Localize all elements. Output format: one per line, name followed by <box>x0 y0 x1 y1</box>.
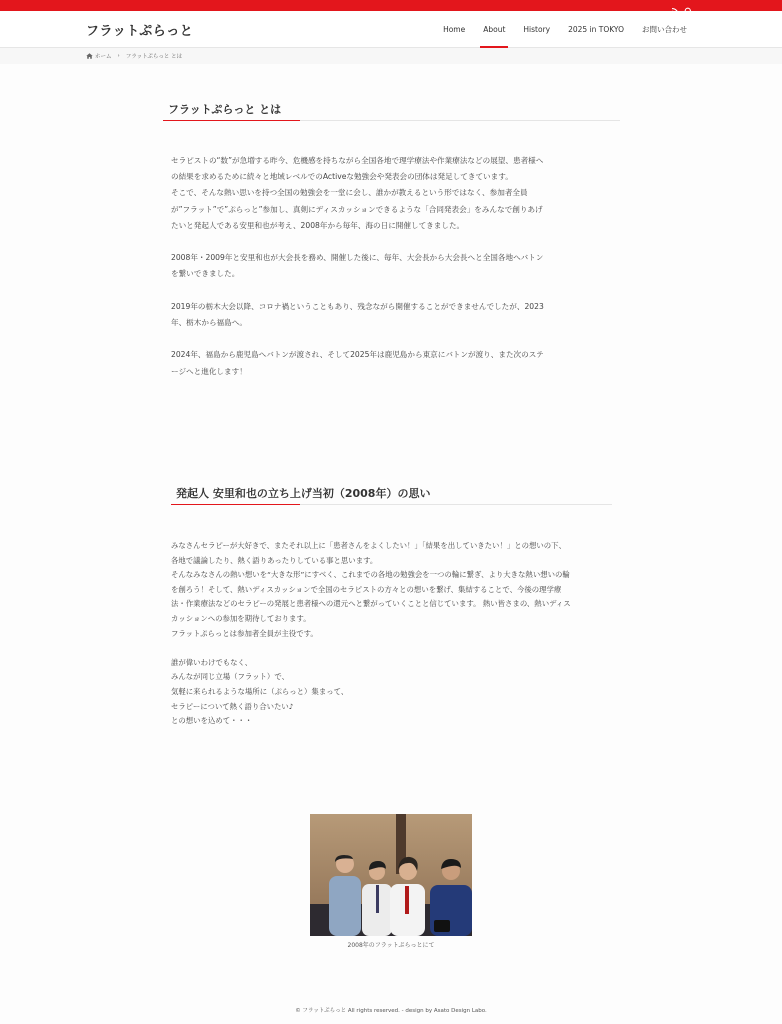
photo-caption: 2008年のフラットぷらっとにて <box>347 942 435 949</box>
section1-line: セラピストの“数”が急増する昨今、危機感を持ちながら全国各地で理学療法や作業療法などの展望、患者様へ <box>171 156 544 165</box>
section1-line: 2019年の栃木大会以降、コロナ禍ということもあり、残念ながら開催することができませんでしたが、2023 <box>171 301 544 311</box>
footer-copyright: © フラットぷらっと All rights reserved. - design by Asato Design Labo. <box>295 1008 487 1014</box>
section1-line: そこで、そんな熱い思いを持つ全国の勉強会を一堂に会し、誰かが教えるという形ではなく、参加者全員 <box>171 188 528 198</box>
nav-2025-tokyo[interactable]: 2025 in TOKYO <box>568 25 624 34</box>
section2-line: そんなみなさんの熱い想いを“大きな形”にすべく、これまでの各地の勉強会を一つの輪に繋ぎ、より大きな熱い想いの輪 <box>171 570 570 580</box>
section2-line: セラピーについて熱く語り合いたい♪ <box>171 701 294 711</box>
section2-title: 発起人 安里和也の立ち上げ当初（2008年）の思い <box>176 487 431 500</box>
nav-contact[interactable]: お問い合わせ <box>642 25 687 34</box>
section2-line: 誰が偉いわけでもなく、 <box>171 657 253 667</box>
section1-line: 2008年・2009年と安里和也が大会長を務め、開催した後に、毎年、大会長から大会長へと全国各地へバトン <box>171 253 544 263</box>
section1-divider <box>163 120 620 121</box>
section2-line: 気軽に来られるような場所に（ぷらっと）集まって、 <box>171 686 349 696</box>
section2-line: 各地で議論したり、熱く語りあったりしている事と思います。 <box>171 555 378 565</box>
section2-body <box>171 539 611 729</box>
breadcrumb-separator: › <box>117 53 120 59</box>
section1-line: が”フラット”で”ぷらっと”参加し、真剣にディスカッションできるような「合同発表会」をみんなで創りあげ <box>171 204 543 214</box>
section2-line: みなさんセラピーが大好きで、またそれ以上に「患者さんをよくしたい！」「結果を出していきたい！」との想いの下、 <box>171 541 566 550</box>
section1-body <box>171 153 611 380</box>
section1-line <box>171 283 611 299</box>
main-nav <box>428 11 690 48</box>
group-photo <box>310 814 472 936</box>
section1-title: フラットぷらっと とは <box>168 103 282 116</box>
section2-line: カッションへの参加を期待しております。 <box>171 613 311 623</box>
nav-home[interactable]: Home <box>443 25 466 34</box>
breadcrumb <box>0 48 782 64</box>
section1-line: ージへと進化します！ <box>171 366 247 376</box>
site-logo[interactable]: フラットぷらっと <box>86 24 194 39</box>
section1-line: を繋いできました。 <box>171 269 240 279</box>
section1-line: の結果を求めるために続々と地域レベルでのActiveな勉強会や発表会の団体は発足してきています。 <box>171 172 513 182</box>
section2-line: との想いを込めて・・・ <box>171 716 253 726</box>
section2-line: みんなが同じ立場（フラット）で、 <box>171 672 289 682</box>
home-icon[interactable] <box>86 53 93 59</box>
section1-line <box>171 331 611 347</box>
section2-line: 法・作業療法などのセラピーの発展と患者様への還元へと繋がっていくことと信じています。 熱い皆さまの、熱いディス <box>171 599 571 609</box>
rss-icon[interactable] <box>671 1 680 10</box>
breadcrumb-current: フラットぷらっと とは <box>125 54 183 60</box>
breadcrumb-home[interactable]: ホーム <box>95 54 112 60</box>
nav-about[interactable]: About <box>480 11 508 48</box>
section2-divider <box>171 504 612 505</box>
search-icon[interactable] <box>684 1 693 10</box>
section2-line <box>171 641 611 656</box>
section1-line: 年、栃木から福島へ。 <box>171 318 247 328</box>
site-header <box>0 11 782 48</box>
top-bar <box>0 0 782 11</box>
section1-line: 2024年、福島から鹿児島へバトンが渡され、そして2025年は鹿児島から東京にバトンが渡り、また次のステ <box>171 350 544 360</box>
section1-line <box>171 234 611 250</box>
section1-line: たいと発起人である安里和也が考え、2008年から毎年、海の日に開催してきました。 <box>171 220 465 230</box>
section2-line: フラットぷらっとは参加者全員が主役です。 <box>171 628 318 638</box>
section2-line: を創ろう！そして、熱いディスカッションで全国のセラピストの方々との想いを繋げ、集結することで、今後の理学療 <box>171 584 562 594</box>
nav-history[interactable]: History <box>523 25 551 34</box>
